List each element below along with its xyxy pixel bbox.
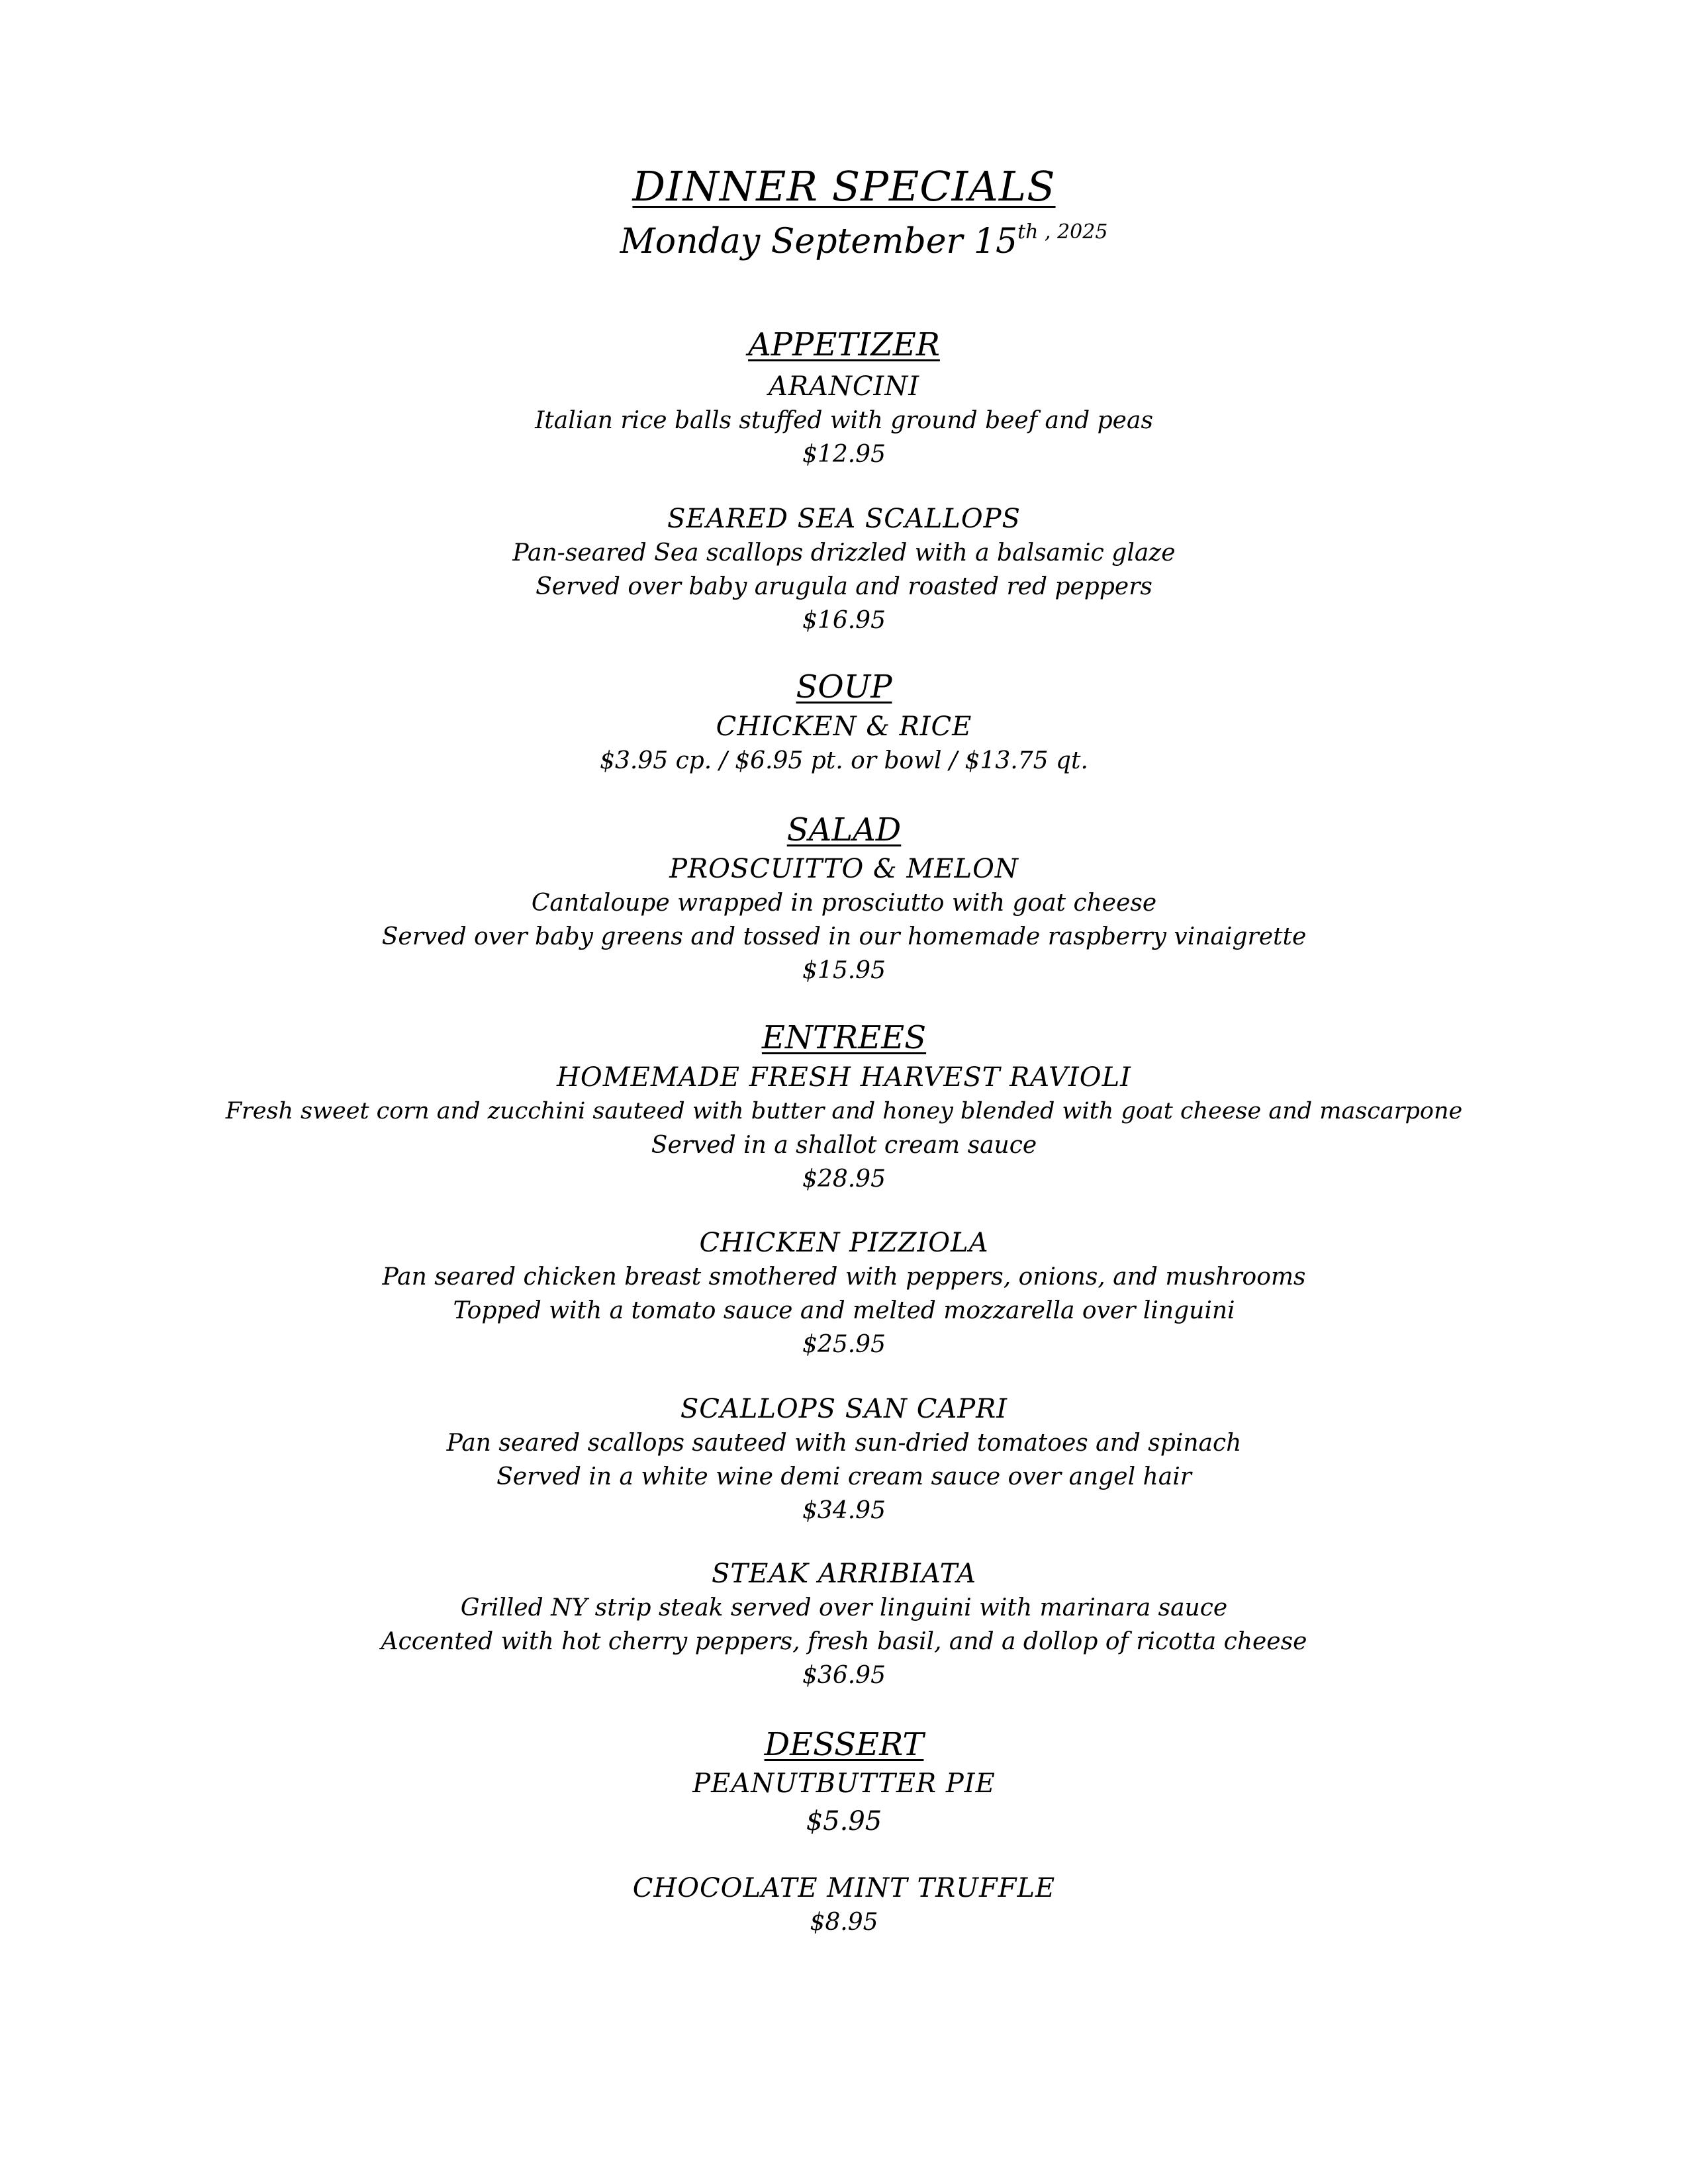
menu-item-description: Accented with hot cherry peppers, fresh basil, and a dollop of ricotta cheese xyxy=(381,1628,1307,1655)
section-heading-appetizer: APPETIZER xyxy=(748,326,940,363)
section-heading-soup: SOUP xyxy=(796,668,892,705)
section-heading-dessert: DESSERT xyxy=(764,1726,924,1763)
menu-item-description: Fresh sweet corn and zucchini sauteed with butter and honey blended with goat cheese and mascarpone xyxy=(225,1098,1463,1124)
menu-item-name: CHICKEN & RICE xyxy=(716,711,972,742)
menu-item-name: STEAK ARRIBIATA xyxy=(712,1559,976,1589)
menu-item-name: ARANCINI xyxy=(768,371,920,402)
menu-item-name: CHICKEN PIZZIOLA xyxy=(699,1228,989,1258)
menu-item-description: Served over baby greens and tossed in our homemade raspberry vinaigrette xyxy=(381,923,1307,950)
menu-item-name: SCALLOPS SAN CAPRI xyxy=(680,1394,1008,1424)
menu-item-description: Topped with a tomato sauce and melted mozzarella over linguini xyxy=(453,1297,1235,1324)
menu-item-price: $28.95 xyxy=(802,1165,886,1193)
menu-item-name: PEANUTBUTTER PIE xyxy=(692,1768,996,1799)
menu-item-price: $16.95 xyxy=(802,607,886,634)
menu-item-name: CHOCOLATE MINT TRUFFLE xyxy=(632,1873,1056,1903)
page-title: DINNER SPECIALS xyxy=(632,162,1056,210)
menu-item-description: Grilled NY strip steak served over linguini with marinara sauce xyxy=(460,1594,1228,1621)
menu-item-description: Italian rice balls stuffed with ground beef and peas xyxy=(535,407,1153,434)
menu-item-name: HOMEMADE FRESH HARVEST RAVIOLI xyxy=(557,1062,1131,1093)
menu-item-price: $3.95 cp. / $6.95 pt. or bowl / $13.75 qt. xyxy=(600,747,1088,774)
menu-item-description: Pan seared scallops sauteed with sun-dried tomatoes and spinach xyxy=(446,1430,1242,1457)
menu-item-name: PROSCUITTO & MELON xyxy=(669,854,1019,884)
menu-item-price: $12.95 xyxy=(802,441,886,468)
menu-item-price: $8.95 xyxy=(810,1909,878,1936)
menu-item-description: Pan-seared Sea scallops drizzled with a balsamic glaze xyxy=(512,539,1176,567)
menu-item-name: SEARED SEA SCALLOPS xyxy=(667,504,1021,534)
menu-item-price: $15.95 xyxy=(802,957,886,984)
menu-item-description: Pan seared chicken breast smothered with peppers, onions, and mushrooms xyxy=(382,1263,1306,1291)
menu-item-description: Served over baby arugula and roasted red peppers xyxy=(536,573,1152,600)
section-heading-salad: SALAD xyxy=(786,811,902,848)
menu-item-price: $5.95 xyxy=(806,1806,882,1837)
menu-item-price: $25.95 xyxy=(802,1331,886,1358)
menu-item-description: Cantaloupe wrapped in prosciutto with goat cheese xyxy=(531,889,1157,917)
date-ordinal: th xyxy=(1017,220,1039,244)
section-heading-entrees: ENTREES xyxy=(761,1019,927,1056)
menu-item-price: $34.95 xyxy=(802,1497,886,1524)
menu-item-price: $36.95 xyxy=(802,1662,886,1689)
menu-date xyxy=(0,222,1688,261)
date-year: , 2025 xyxy=(1038,220,1108,244)
menu-item-description: Served in a white wine demi cream sauce over angel hair xyxy=(496,1463,1192,1490)
menu-item-description: Served in a shallot cream sauce xyxy=(651,1132,1037,1159)
date-text: Monday September 15 xyxy=(620,222,1018,261)
